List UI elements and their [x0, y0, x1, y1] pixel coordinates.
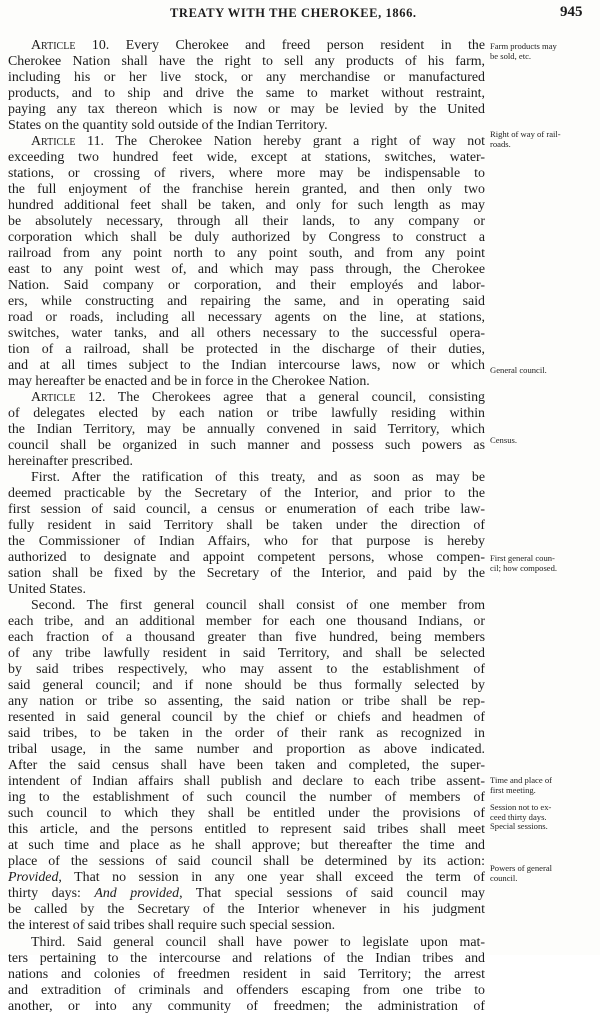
- article-10-line: Article 10. Every Cherokee and freed person resident in the: [31, 38, 485, 53]
- second-clause-line: After the said census shall have been taken and completed, the super-: [8, 758, 485, 773]
- article-11-line: be absolutely necessary, through all their lands, to any company or: [8, 214, 485, 229]
- second-clause-line: resented in said general council by the chief or chiefs and headmen of: [8, 710, 485, 725]
- running-head: TREATY WITH THE CHEROKEE, 1866.: [170, 6, 417, 20]
- first-clause-line: authorized to designate and appoint competent persons, whose compen-: [8, 550, 485, 565]
- article-11-label: Article 11.: [31, 134, 105, 149]
- proviso-line: thirty days: And provided, That special sessions of said council may: [8, 886, 485, 901]
- margin-note-general-council: General council.: [490, 365, 547, 375]
- third-clause-line: nations and colonies of freedmen resident in said Territory; the arrest: [8, 967, 485, 982]
- article-11-line: tion of a railroad, shall be protected in the discharge of their duties,: [8, 342, 485, 357]
- article-12-line: of delegates elected by each nation or tribe lawfully residing within: [8, 406, 485, 421]
- proviso-label: Provided: [8, 870, 59, 885]
- second-clause-line: said tribes, to be taken in the order of their rank as recognized in: [8, 726, 485, 741]
- article-12-line: Article 12. The Cherokees agree that a general council, consisting: [31, 390, 485, 405]
- second-clause-line: be called by the Secretary of the Interior whenever in his judgment: [8, 902, 485, 917]
- article-11-line: Article 11. The Cherokee Nation hereby grant a right of way not: [31, 134, 485, 149]
- third-clause-line: ters pertaining to the intercourse and relations of the Indian tribes and: [8, 951, 485, 966]
- article-11-line: corporation which shall be duly authorized by Congress to construct a: [8, 230, 485, 245]
- margin-note-census: Census.: [490, 435, 517, 445]
- second-clause-line: each fraction of a thousand greater than five hundred, being members: [8, 630, 485, 645]
- first-clause-line: the Commissioner of Indian Affairs, who for that purpose is hereby: [8, 534, 485, 549]
- article-12-label: Article 12.: [31, 390, 106, 405]
- first-clause-line: United States.: [8, 582, 86, 597]
- second-clause-line: Second. The first general council shall consist of one member from: [31, 598, 485, 613]
- article-10-label: Article 10.: [31, 38, 110, 53]
- second-clause-line: this article, and the persons entitled to represent said tribes shall meet: [8, 822, 485, 837]
- margin-note-time-place: Time and place of first meeting.: [490, 775, 552, 795]
- article-10-line: Cherokee Nation shall have the right to sell any products of his farm,: [8, 54, 485, 69]
- article-10-line: including his or her live stock, or any merchandise or manufactured: [8, 70, 485, 85]
- proviso-label: And provided: [94, 886, 180, 901]
- margin-notes: [490, 0, 598, 955]
- article-11-line: and at all times subject to the Indian intercourse laws, now or which: [8, 358, 485, 373]
- article-11-line: may hereafter be enacted and be in force in the Cherokee Nation.: [8, 374, 370, 389]
- article-11-line: railroad from any point north to any point south, and from any point: [8, 246, 485, 261]
- margin-note-powers: Powers of general council.: [490, 863, 553, 883]
- third-clause-line: and extradition of criminals and offenders escaping from one tribe to: [8, 983, 485, 998]
- margin-note-first-council: First general coun- cil; how composed.: [490, 553, 558, 573]
- article-11-line: Nation. Said company or corporation, and their employés and labor-: [8, 278, 485, 293]
- margin-note-right-of-way: Right of way of rail- roads.: [490, 129, 561, 149]
- third-clause-line: Third. Said general council shall have power to legislate upon mat-: [31, 935, 485, 950]
- third-clause-line: another, or into any community of freedmen; the administration of: [8, 999, 485, 1014]
- second-clause-line: intendent of Indian affairs shall publish and declare to each tribe assent-: [8, 774, 485, 789]
- first-clause-line: fully resident in said Territory shall be taken under the direction of: [8, 518, 485, 533]
- first-clause-line: deemed practicable by the Secretary of the Interior, and prior to the: [8, 486, 485, 501]
- article-10-line: States on the quantity sold outside of the Indian Territory.: [8, 118, 328, 133]
- first-clause-line: sation shall be fixed by the Secretary of the Interior, and paid by the: [8, 566, 485, 581]
- article-11-line: exceeding two hundred feet wide, except at stations, switches, water-: [8, 150, 485, 165]
- second-clause-line: the interest of said tribes shall require such special session.: [8, 918, 336, 933]
- article-11-line: switches, water tanks, and all others necessary to the successful opera-: [8, 326, 485, 341]
- article-11-line: ers, while constructing and repairing the same, and in operating said: [8, 294, 485, 309]
- second-clause-line: said general council; and if none should be thus formally selected by: [8, 678, 485, 693]
- article-12-line: the Indian Territory, may be annually convened in said Territory, which: [8, 422, 485, 437]
- margin-note-session-limit: Session not to ex- ceed thirty days. Special sessions.: [490, 802, 552, 831]
- page-number: 945: [560, 4, 583, 20]
- second-clause-line: by said tribes respectively, who may assent to the establishment of: [8, 662, 485, 677]
- first-clause-line: First. After the ratification of this treaty, and as soon as may be: [31, 470, 485, 485]
- proviso-line: Provided, That no session in any one year shall exceed the term of: [8, 870, 485, 885]
- second-clause-line: each tribe, and an additional member for each one thousand Indians, or: [8, 614, 485, 629]
- article-11-line: hundred additional feet shall be taken, and only for such length as may: [8, 198, 485, 213]
- article-12-line: council shall be organized in such manner and possess such powers as: [8, 438, 485, 453]
- second-clause-line: at such time and place as he shall approve; but thereafter the time and: [8, 838, 485, 853]
- article-11-line: east to any point west of, and which may pass through, the Cherokee: [8, 262, 485, 277]
- first-clause-line: first session of said council, a census or enumeration of each tribe law-: [8, 502, 485, 517]
- article-11-line: the full enjoyment of the franchise herein granted, and then only two: [8, 182, 485, 197]
- article-10-line: products, and to ship and drive the same to market without restraint,: [8, 86, 485, 101]
- second-clause-line: of any tribe lawfully resident in said Territory, and shall be selected: [8, 646, 485, 661]
- second-clause-line: ing to the establishment of such council the number of members of: [8, 790, 485, 805]
- article-10-line: paying any tax thereon which is now or may be levied by the United: [8, 102, 485, 117]
- article-11-line: stations, or crossing of rivers, where more may be indispensable to: [8, 166, 485, 181]
- second-clause-line: tribal usage, in the same number and proportion as above indicated.: [8, 742, 485, 757]
- article-11-line: road or roads, including all necessary agents on the line, at stations,: [8, 310, 485, 325]
- article-12-line: hereinafter prescribed.: [8, 454, 133, 469]
- second-clause-line: such council to which they shall be entitled under the provisions of: [8, 806, 485, 821]
- margin-note-farm-products: Farm products may be sold, etc.: [490, 41, 557, 61]
- second-clause-line: place of the sessions of said council shall be determined by its action:: [8, 854, 485, 869]
- second-clause-line: any nation or tribe so assenting, the said nation or tribe shall be rep-: [8, 694, 485, 709]
